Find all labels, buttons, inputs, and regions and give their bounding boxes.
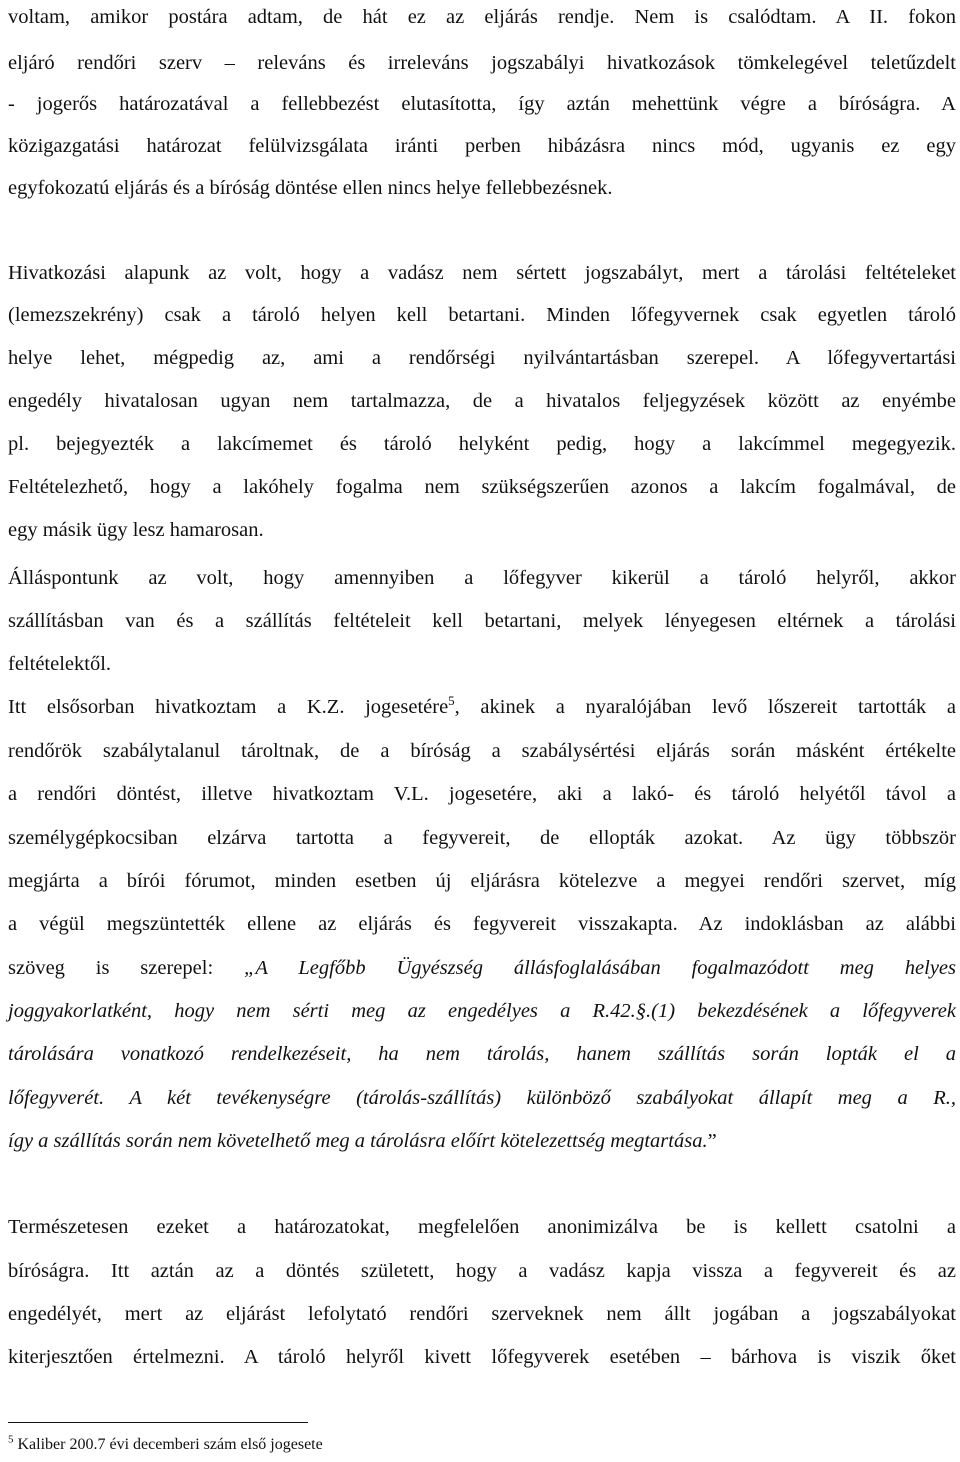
- text-line: [8, 825, 956, 851]
- text-line: [8, 50, 956, 76]
- text-run: a rendőri döntést, illetve hivatkoztam V.L. jogesetére, aki a lakó- és tároló helyétől távol a: [8, 783, 956, 805]
- footnote-separator: [8, 1422, 308, 1423]
- text-run: szöveg is szerepel:: [8, 957, 244, 979]
- text-line: [8, 91, 956, 117]
- text-line: [8, 911, 956, 937]
- text-line: [8, 1128, 956, 1154]
- footnote-text: Kaliber 200.7 évi decemberi szám első jogesete: [13, 1436, 323, 1453]
- text-run: bíróságra. Itt aztán az a döntés született, hogy a vadász kapja vissza a fegyvereit és az: [8, 1260, 956, 1282]
- text-line: [8, 781, 956, 807]
- text-run: lőfegyverét. A két tevékenységre (tárolás-szállítás) különböző szabályokat állapít meg a R.,: [8, 1087, 956, 1109]
- text-run: joggyakorlatként, hogy nem sérti meg az engedélyes a R.42.§.(1) bekezdésének a lőfegyverek: [8, 1000, 956, 1022]
- text-line: [8, 4, 956, 30]
- text-line: [8, 1214, 956, 1240]
- document-page: [8, 0, 956, 1462]
- text-run: közigazgatási határozat felülvizsgálata iránti perben hibázásra nincs mód, ugyanis ez egy: [8, 135, 956, 157]
- text-run: feltételektől.: [8, 653, 112, 675]
- text-line: [8, 345, 956, 371]
- text-run: személygépkocsiban elzárva tartotta a fegyvereit, de ellopták azokat. Az ügy többször: [8, 827, 956, 849]
- text-line: [8, 474, 956, 500]
- text-line: [8, 738, 956, 764]
- footnote-mark: 5: [8, 1433, 14, 1446]
- footnote-reference: 5: [448, 693, 455, 709]
- text-line: [8, 133, 956, 159]
- footnote: [8, 1435, 323, 1455]
- text-run: , akinek a nyaralójában levő lőszereit tartották a: [454, 696, 956, 718]
- text-line: [8, 998, 956, 1024]
- text-run: (lemezszekrény) csak a tároló helyen kell betartani. Minden lőfegyvernek csak egyetlen tároló: [8, 304, 956, 326]
- text-run: megjárta a bírói fórumot, minden esetben új eljárásra kötelezve a megyei rendőri szervet, míg: [8, 870, 956, 892]
- text-line: [8, 517, 956, 543]
- text-run: Álláspontunk az volt, hogy amennyiben a lőfegyver kikerül a tároló helyről, akkor: [8, 567, 956, 589]
- text-line: [8, 1344, 956, 1370]
- text-run: Feltételezhető, hogy a lakóhely fogalma nem szükségszerűen azonos a lakcím fogalmával, de: [8, 476, 956, 498]
- text-run: egy másik ügy lesz hamarosan.: [8, 519, 264, 541]
- text-run: voltam, amikor postára adtam, de hát ez az eljárás rendje. Nem is csalódtam. A II. fokon: [8, 6, 956, 28]
- text-run: rendőrök szabálytalanul tároltnak, de a bíróság a szabálysértési eljárás során másként értékelte: [8, 740, 956, 762]
- text-line: [8, 302, 956, 328]
- text-line: [8, 1301, 956, 1327]
- text-run: egyfokozatú eljárás és a bíróság döntése ellen nincs helye fellebbezésnek.: [8, 177, 613, 199]
- text-line: [8, 1041, 956, 1067]
- text-run: „A Legfőbb Ügyészség állásfoglalásában fogalmazódott meg helyes: [244, 957, 956, 979]
- text-run: engedély hivatalosan ugyan nem tartalmazza, de a hivatalos feljegyzések között az enyémbe: [8, 390, 956, 412]
- text-run: Itt elsősorban hivatkoztam a K.Z. jogesetére: [8, 696, 449, 718]
- text-line: [8, 388, 956, 414]
- text-line: [8, 431, 956, 457]
- text-line: [8, 608, 956, 634]
- text-line: [8, 1258, 956, 1284]
- text-run: ”: [707, 1130, 717, 1152]
- text-run: helye lehet, mégpedig az, ami a rendőrségi nyilvántartásban szerepel. A lőfegyvertartási: [8, 347, 956, 369]
- text-line: [8, 694, 956, 720]
- text-run: kiterjesztően értelmezni. A tároló helyről kivett lőfegyverek esetében – bárhova is viszik őket: [8, 1346, 956, 1368]
- text-line: [8, 868, 956, 894]
- text-run: pl. bejegyezték a lakcímemet és tároló helyként pedig, hogy a lakcímmel megegyezik.: [8, 433, 956, 455]
- text-run: tárolására vonatkozó rendelkezéseit, ha nem tárolás, hanem szállítás során lopták el a: [8, 1043, 956, 1065]
- text-run: így a szállítás során nem követelhető meg a tárolásra előírt kötelezettség megtartása.: [8, 1130, 708, 1152]
- text-run: Hivatkozási alapunk az volt, hogy a vadász nem sértett jogszabályt, mert a tárolási feltételeket: [8, 262, 956, 284]
- text-run: a végül megszüntették ellene az eljárás és fegyvereit visszakapta. Az indoklásban az alábbi: [8, 913, 956, 935]
- text-run: eljáró rendőri szerv – releváns és irreleváns jogszabályi hivatkozások tömkelegével teletűzdelt: [8, 52, 956, 74]
- text-run: szállításban van és a szállítás feltételeit kell betartani, melyek lényegesen eltérnek a tárolási: [8, 610, 956, 632]
- text-line: [8, 260, 956, 286]
- text-line: [8, 175, 956, 201]
- text-run: Természetesen ezeket a határozatokat, megfelelően anonimizálva be is kellett csatolni a: [8, 1216, 956, 1238]
- text-run: - jogerős határozatával a fellebbezést elutasította, így aztán mehettünk végre a bíróságra. A: [8, 93, 956, 115]
- text-line: [8, 955, 956, 981]
- text-line: [8, 565, 956, 591]
- text-run: engedélyét, mert az eljárást lefolytató rendőri szerveknek nem állt jogában a jogszabályokat: [8, 1303, 956, 1325]
- text-line: [8, 1085, 956, 1111]
- text-line: [8, 651, 956, 677]
